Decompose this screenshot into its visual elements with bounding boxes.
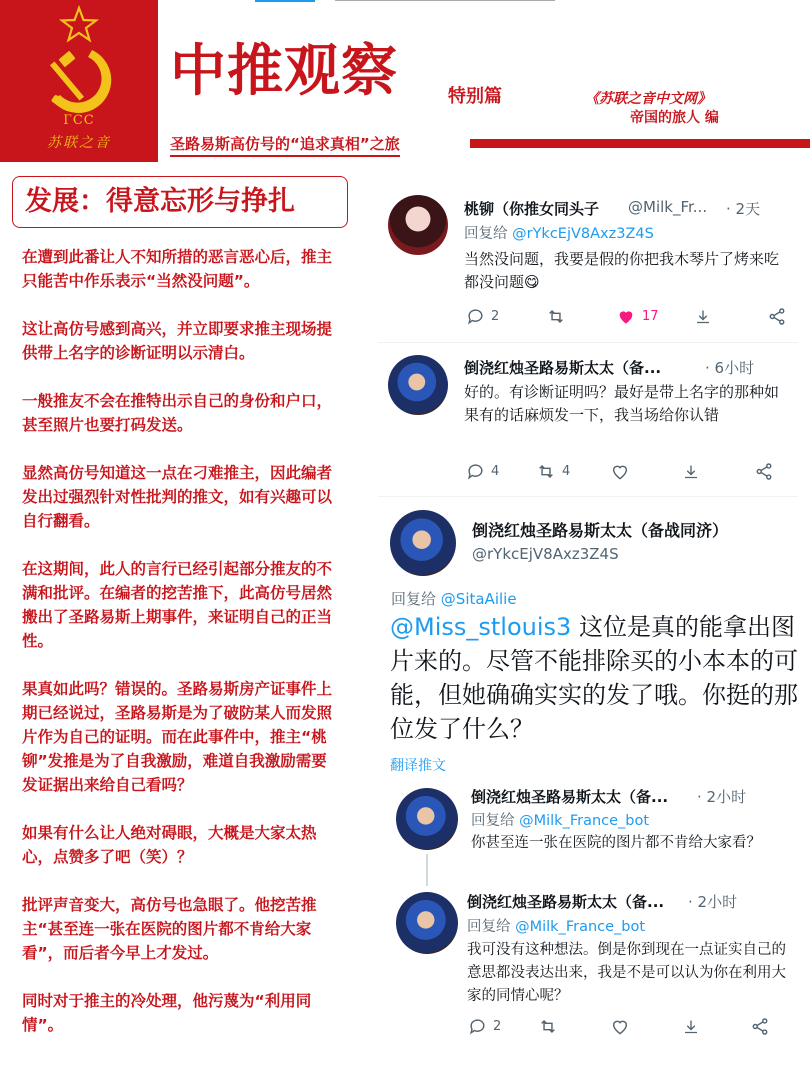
retweet-button[interactable] [546,307,616,326]
source-name: 《苏联之音中文网》 [585,91,711,107]
top-gray-rule [335,0,555,1]
commentary-paragraph: 一般推友不会在推特出示自己的身份和户口，甚至照片也要打码发送。 [22,392,333,434]
tweet-actions [466,462,774,481]
reply-mention-link[interactable]: @rYkcEjV8Axz3Z4S [512,226,654,242]
share-button[interactable] [682,1017,750,1036]
share-button[interactable] [694,307,767,326]
tweet-mention-link[interactable]: @Miss_stlouis3 [390,613,572,641]
topic-headline: 圣路易斯高仿号的“追求真相”之旅 [170,133,400,157]
retweet-button[interactable] [538,1017,610,1036]
commentary-paragraph: 批评声音变大，高仿号也急眼了。他挖苦推主“甚至连一张在医院的图片都不肯给大家看”，而后者今早上才发过。 [22,896,317,962]
translate-tweet-link[interactable]: 翻译推文 [390,758,446,774]
reply-prefix: 回复给 [467,919,511,935]
reply-prefix: 回复给 [471,813,515,829]
commentary-paragraph: 同时对于推主的冷处理，他污蔑为“利用同情”。 [22,992,312,1034]
retweet-count: 4 [562,464,571,479]
reply-icon [468,1017,487,1036]
page-title: 中推观察 [170,39,398,104]
share-icon [682,1017,700,1036]
reply-context [464,222,654,243]
commentary-paragraph: 如果有什么让人绝对碍眼，大概是大家太热心，点赞多了吧（笑）？ [22,824,317,866]
avatar[interactable] [390,510,456,576]
tweet-text: 当然没问题，我要是假的你把我木琴片了烤来吃都没问题😋 [464,250,780,291]
tweet-timestamp[interactable]: · 2小时 [688,893,738,911]
thread-connector [426,854,428,886]
more-share-button[interactable] [754,462,774,481]
reply-mention-link[interactable]: @Milk_France_bot [519,813,650,829]
commentary-paragraph: 在这期间，此人的言行已经引起部分推友的不满和批评。在编者的挖苦推下，此高仿号居然搬出了圣路易斯上期事件，来证明自己的正当性。 [22,560,333,650]
reply-context [471,809,649,830]
retweet-button[interactable] [536,462,610,481]
tweet-body: 这位是真的能拿出图片来的。尽管不能排除买的小本本的可能，但她确确实实的发了哦。你挺的那位发了什么？ [390,613,798,743]
share-network-icon [767,307,787,326]
share-network-icon [754,462,774,481]
like-button[interactable] [610,462,682,481]
page-subtitle: 特别篇 [448,86,502,107]
tweet-divider [378,342,798,343]
like-button[interactable] [616,307,694,326]
tweet-timestamp[interactable]: · 2天 [726,200,761,218]
tweet-text: 好的。有诊断证明吗？最好是带上名字的那种如果有的话麻烦发一下，我当场给你认错 [464,383,780,424]
focused-tweet-text [390,610,802,746]
reply-icon [466,307,485,326]
tweet-text: 我可没有这种想法。倒是你到现在一点证实自己的意思都没表达出来，我是不是可以认为你在利用大家的同情心呢？ [467,942,786,1004]
logo-name: 苏联之音 [47,135,111,151]
tweet-divider [378,496,798,497]
reply-button[interactable] [468,1017,538,1036]
avatar[interactable] [396,892,458,954]
tweet-actions [466,307,787,326]
reply-icon [466,462,485,481]
tweet-author-name[interactable]: 倒浇红烛圣路易斯太太（备... [471,788,669,806]
reply-count: 2 [491,309,500,324]
avatar[interactable] [388,195,448,255]
section-heading: 发展：得意忘形与挣扎 [12,176,348,228]
share-icon [694,307,712,326]
commentary-paragraph: 果真如此吗？错误的。圣路易斯房产证事件上期已经说过，圣路易斯是为了破防某人而发照片作为自己的证明。而在此事件中，推主“桃铆”发推是为了自我激励，难道自我激励需要发证据出来给自己看吗？ [22,680,333,794]
star-icon [62,8,96,40]
reply-mention-link[interactable]: @SitaAilie [440,590,517,608]
reply-button[interactable] [466,462,536,481]
heart-icon [610,462,630,481]
reply-prefix: 回复给 [391,590,437,608]
reply-count: 4 [491,464,500,479]
header-red-rule [470,139,810,148]
share-button[interactable] [682,462,754,481]
reply-prefix: 回复给 [464,226,508,242]
tweet-timestamp[interactable]: · 2小时 [697,788,747,806]
share-network-icon [750,1017,770,1036]
tweet-author-name[interactable]: 倒浇红烛圣路易斯太太（备... [464,359,662,377]
like-button[interactable] [610,1017,682,1036]
tweet-author-name[interactable]: 倒浇红烛圣路易斯太太（备... [467,893,665,911]
reply-context [467,915,645,936]
editor-credit: 帝国的旅人 编 [630,110,719,126]
top-accent-rule [255,0,315,2]
avatar[interactable] [388,355,448,415]
hammer-sickle-icon [50,50,111,113]
tweet-timestamp[interactable]: · 6小时 [705,359,755,377]
logo-abbreviation: ГСС [63,113,95,128]
more-share-button[interactable] [767,307,787,326]
reply-mention-link[interactable]: @Milk_France_bot [515,919,646,935]
logo-emblem [0,0,158,162]
tweet-author-name[interactable]: 倒浇红烛圣路易斯太太（备战同济） [472,521,729,540]
heart-filled-icon [616,307,636,326]
retweet-icon [538,1017,558,1036]
reply-count: 2 [493,1019,502,1034]
commentary-paragraph: 这让高仿号感到高兴，并立即要求推主现场提供带上名字的诊断证明以示清白。 [22,320,333,362]
tweet-text: 你甚至连一张在医院的图片都不肯给大家看？ [471,835,761,851]
tweet-author-handle[interactable]: @Milk_Fr... [628,198,708,216]
retweet-icon [546,307,566,326]
heart-icon [610,1017,630,1036]
commentary-paragraph: 显然高仿号知道这一点在刁难推主，因此编者发出过强烈针对性批判的推文，如有兴趣可以自行翻看。 [22,464,333,530]
commentary-paragraph: 在遭到此番让人不知所措的恶言恶心后，推主只能苦中作乐表示“当然没问题”。 [22,248,333,290]
tweet-actions [468,1017,770,1036]
avatar[interactable] [396,788,458,850]
reply-button[interactable] [466,307,546,326]
tweet-author-name[interactable]: 桃铆（你推女同头子 [464,200,600,218]
like-count: 17 [642,309,659,324]
commentary-text [22,245,340,1061]
retweet-icon [536,462,556,481]
share-icon [682,462,700,481]
more-share-button[interactable] [750,1017,770,1036]
tweet-author-handle[interactable]: @rYkcEjV8Axz3Z4S [472,545,619,563]
reply-context [391,588,517,609]
